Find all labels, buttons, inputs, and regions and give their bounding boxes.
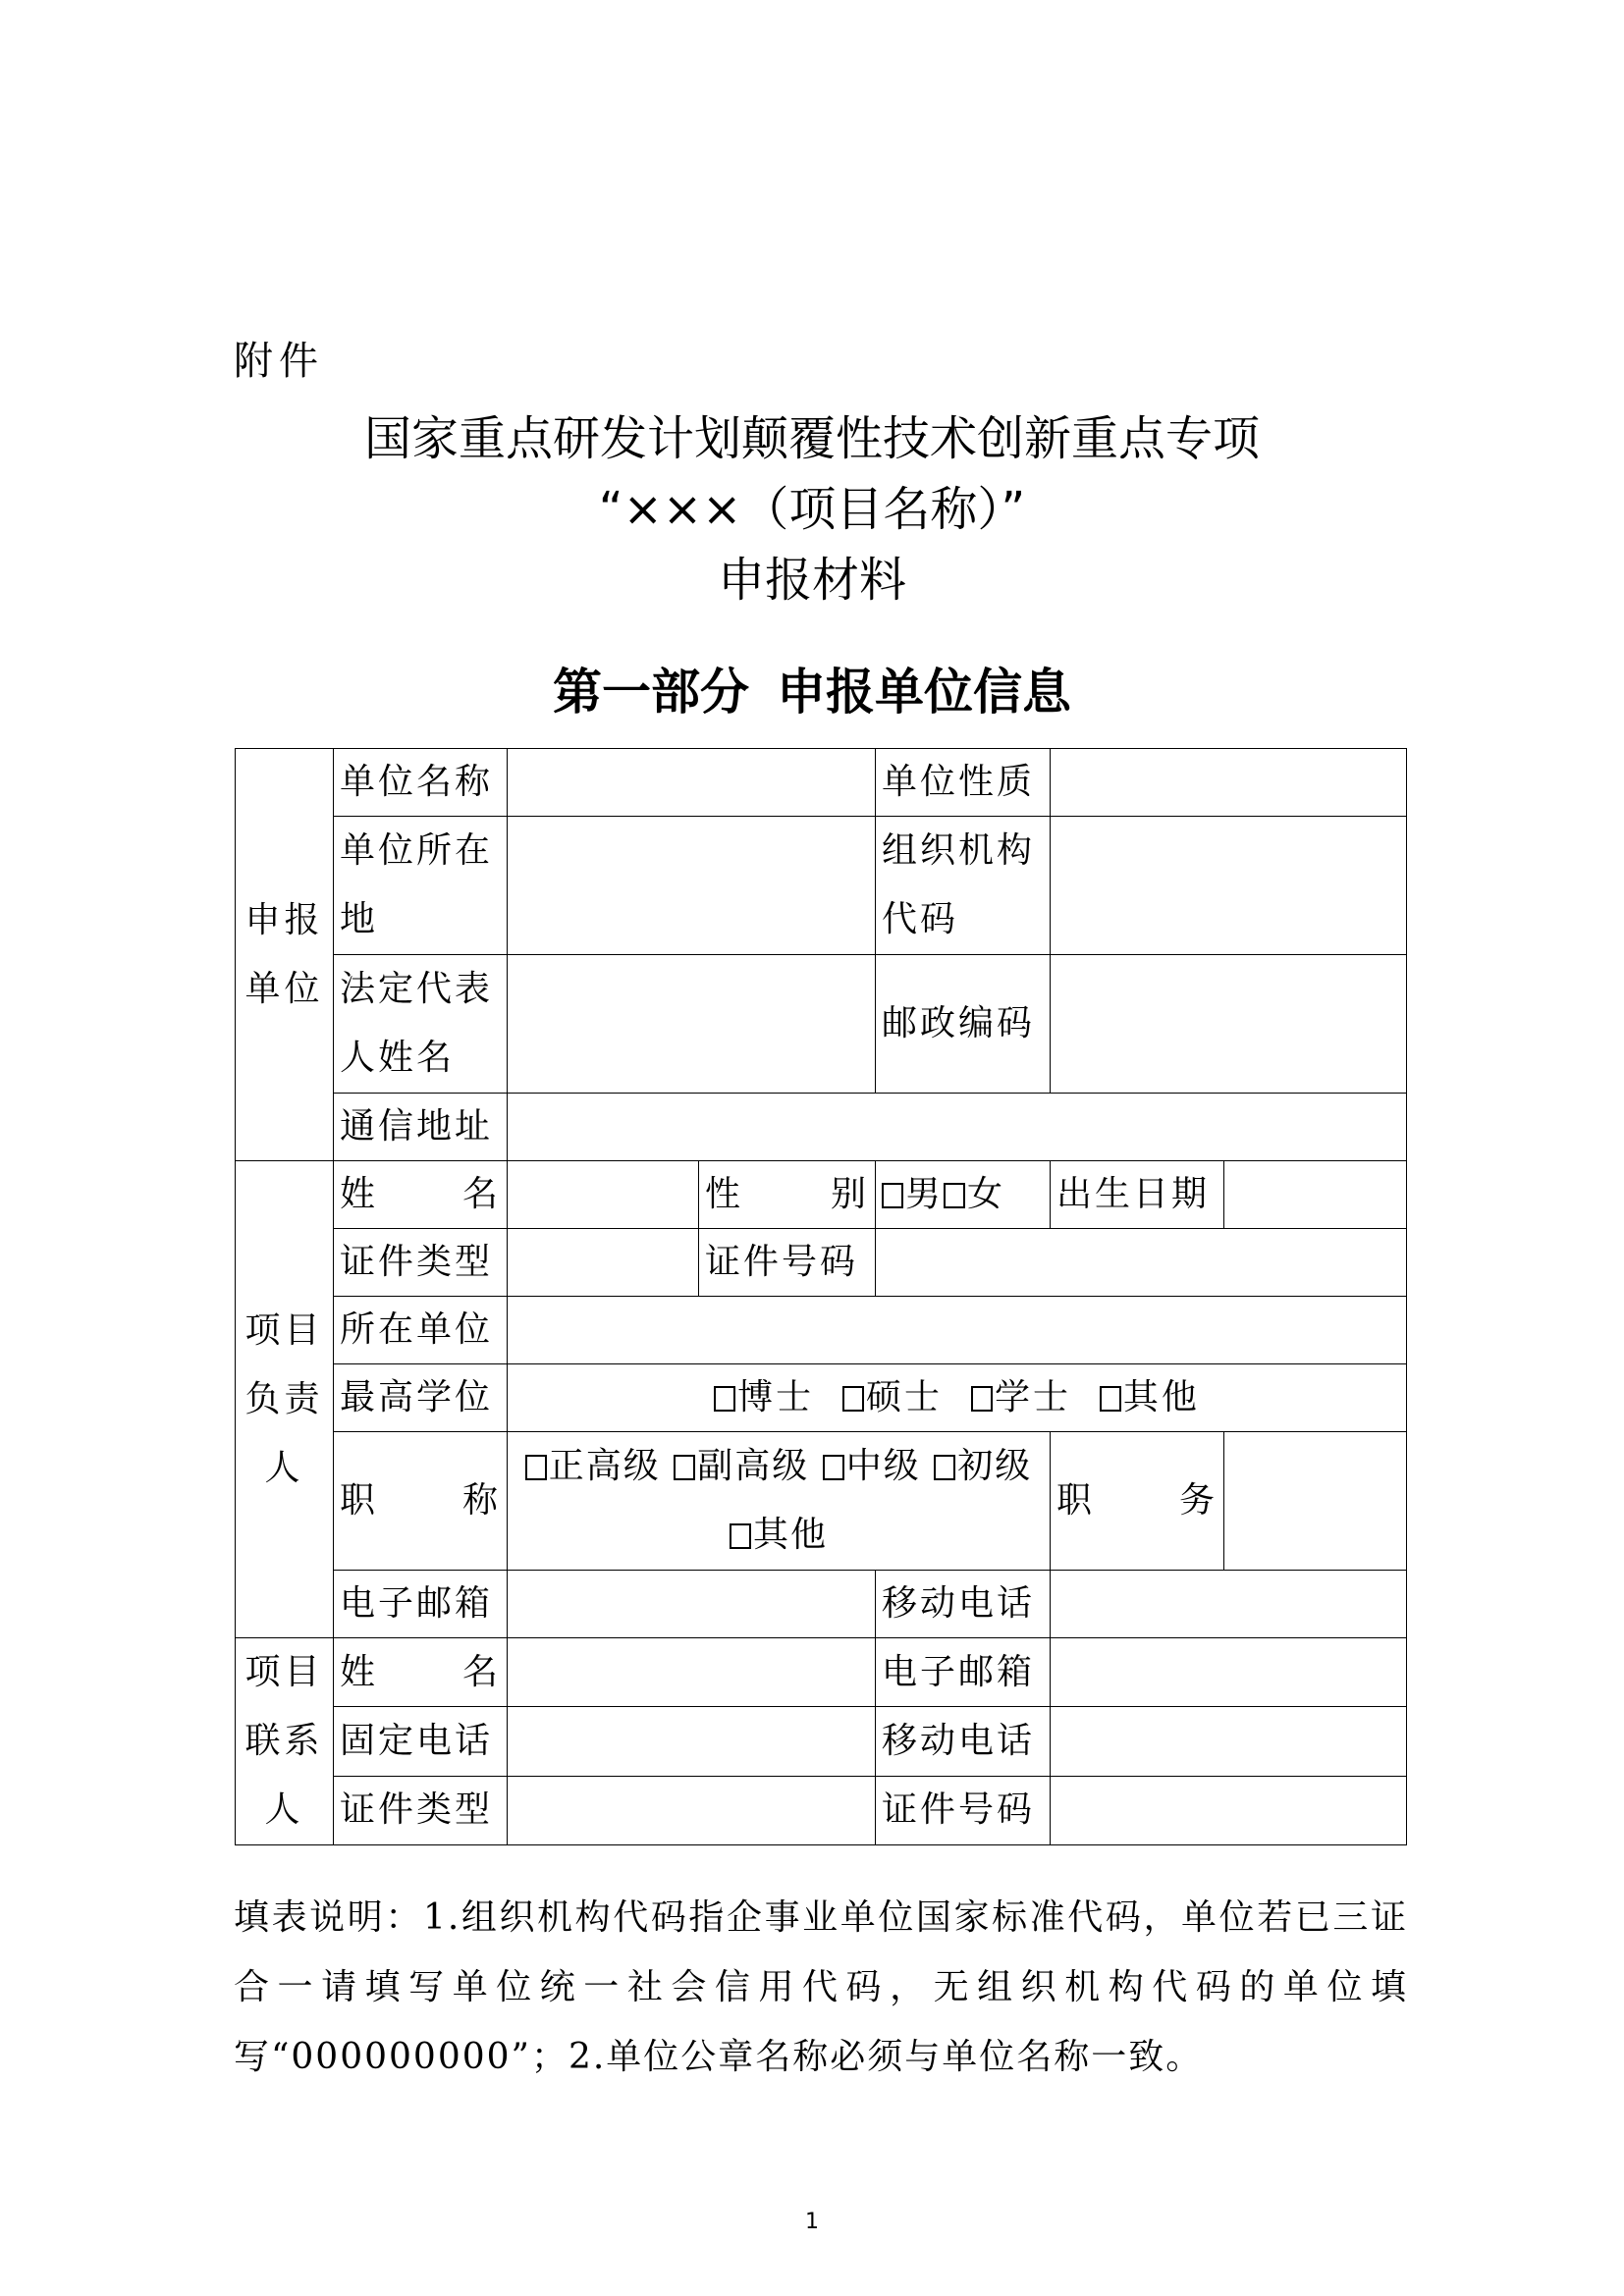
label-legal-rep: 法定代表人姓名 (334, 955, 508, 1094)
field-contact-id-type[interactable] (508, 1776, 876, 1844)
field-mail-address[interactable] (508, 1094, 1407, 1161)
field-contact-name[interactable] (508, 1638, 876, 1707)
leader-row-contact (236, 1571, 1407, 1638)
contact-row-name (236, 1638, 1407, 1707)
field-leader-name[interactable] (508, 1161, 699, 1229)
label-contact-email: 电子邮箱 (876, 1638, 1051, 1707)
checkbox-female[interactable] (944, 1183, 965, 1208)
label-leader-title: 职 称 (334, 1432, 508, 1571)
field-unit-location[interactable] (508, 817, 876, 955)
checkbox-vice-senior[interactable] (674, 1455, 695, 1480)
checkbox-degree-other[interactable] (1100, 1386, 1121, 1412)
field-leader-unit[interactable] (508, 1297, 1407, 1364)
field-leader-degree: 博士 硕士 学士 其他 (508, 1364, 1407, 1432)
field-legal-rep[interactable] (508, 955, 876, 1094)
field-leader-mobile[interactable] (1051, 1571, 1407, 1638)
form-note: 填表说明：1.组织机构代码指企事业单位国家标准代码，单位若已三证合一请填写单位统一社会信用代码，无组织机构代码的单位填写“000000000”；2.单位公章名称必须与单位名称一致。 (234, 1897, 1408, 2077)
field-unit-nature[interactable] (1051, 749, 1407, 817)
section-heading (0, 653, 1624, 723)
field-leader-birth[interactable] (1224, 1161, 1407, 1229)
application-form-table (235, 748, 1407, 1845)
label-leader-birth: 出生日期 (1051, 1161, 1224, 1229)
field-leader-id-type[interactable] (508, 1229, 699, 1297)
checkbox-bachelor[interactable] (971, 1386, 993, 1412)
label-contact-phone: 固定电话 (334, 1707, 508, 1776)
label-leader-unit: 所在单位 (334, 1297, 508, 1364)
label-leader-position: 职 务 (1051, 1432, 1224, 1571)
label-postal-code: 邮政编码 (876, 955, 1051, 1094)
field-org-code[interactable] (1051, 817, 1407, 955)
label-contact-mobile: 移动电话 (876, 1707, 1051, 1776)
leader-row-unit (236, 1297, 1407, 1364)
label-contact-name: 姓 名 (334, 1638, 508, 1707)
field-postal-code[interactable] (1051, 955, 1407, 1094)
label-leader-degree: 最高学位 (334, 1364, 508, 1432)
page-number: 1 (805, 2210, 819, 2234)
applicant-group-label: 申报单位 (236, 749, 334, 1161)
label-leader-id-type: 证件类型 (334, 1229, 508, 1297)
applicant-row-unit-name (236, 749, 1407, 817)
label-unit-name: 单位名称 (334, 749, 508, 817)
field-contact-email[interactable] (1051, 1638, 1407, 1707)
field-contact-phone[interactable] (508, 1707, 876, 1776)
field-leader-title: 正高级 副高级 中级 初级 其他 (508, 1432, 1051, 1571)
leader-group-label: 项目负责人 (236, 1161, 334, 1638)
label-leader-gender: 性 别 (699, 1161, 876, 1229)
field-contact-mobile[interactable] (1051, 1707, 1407, 1776)
title-line-1: 国家重点研发计划颠覆性技术创新重点专项 (363, 411, 1260, 466)
checkbox-title-other[interactable] (730, 1523, 751, 1549)
checkbox-male[interactable] (882, 1183, 903, 1208)
label-unit-location: 单位所在地 (334, 817, 508, 955)
label-mail-address: 通信地址 (334, 1094, 508, 1161)
title-line-3: 申报材料 (717, 553, 906, 608)
label-leader-id-no: 证件号码 (699, 1229, 876, 1297)
contact-row-id (236, 1776, 1407, 1844)
label-leader-name: 姓 名 (334, 1161, 508, 1229)
section-name: 申报单位信息 (777, 664, 1071, 721)
field-leader-position[interactable] (1224, 1432, 1407, 1571)
contact-row-phone (236, 1707, 1407, 1776)
title-line-2: “×××（项目名称）” (598, 482, 1026, 537)
label-contact-id-no: 证件号码 (876, 1776, 1051, 1844)
leader-row-id (236, 1229, 1407, 1297)
label-org-code: 组织机构代码 (876, 817, 1051, 955)
field-leader-id-no[interactable] (876, 1229, 1407, 1297)
field-leader-gender: 男 女 (876, 1161, 1051, 1229)
label-contact-id-type: 证件类型 (334, 1776, 508, 1844)
field-leader-email[interactable] (508, 1571, 876, 1638)
attachment-label: 附件 (234, 339, 324, 384)
leader-row-degree (236, 1364, 1407, 1432)
checkbox-doctor[interactable] (714, 1386, 735, 1412)
contact-group-label: 项目联系人 (236, 1638, 334, 1845)
checkbox-senior[interactable] (525, 1455, 547, 1480)
checkbox-master[interactable] (842, 1386, 864, 1412)
leader-row-name (236, 1161, 1407, 1229)
checkbox-intermediate[interactable] (823, 1455, 844, 1480)
section-part: 第一部分 (553, 664, 749, 721)
label-unit-nature: 单位性质 (876, 749, 1051, 817)
applicant-row-address (236, 1094, 1407, 1161)
label-leader-mobile: 移动电话 (876, 1571, 1051, 1638)
field-contact-id-no[interactable] (1051, 1776, 1407, 1844)
label-leader-email: 电子邮箱 (334, 1571, 508, 1638)
checkbox-junior[interactable] (934, 1455, 955, 1480)
field-unit-name[interactable] (508, 749, 876, 817)
